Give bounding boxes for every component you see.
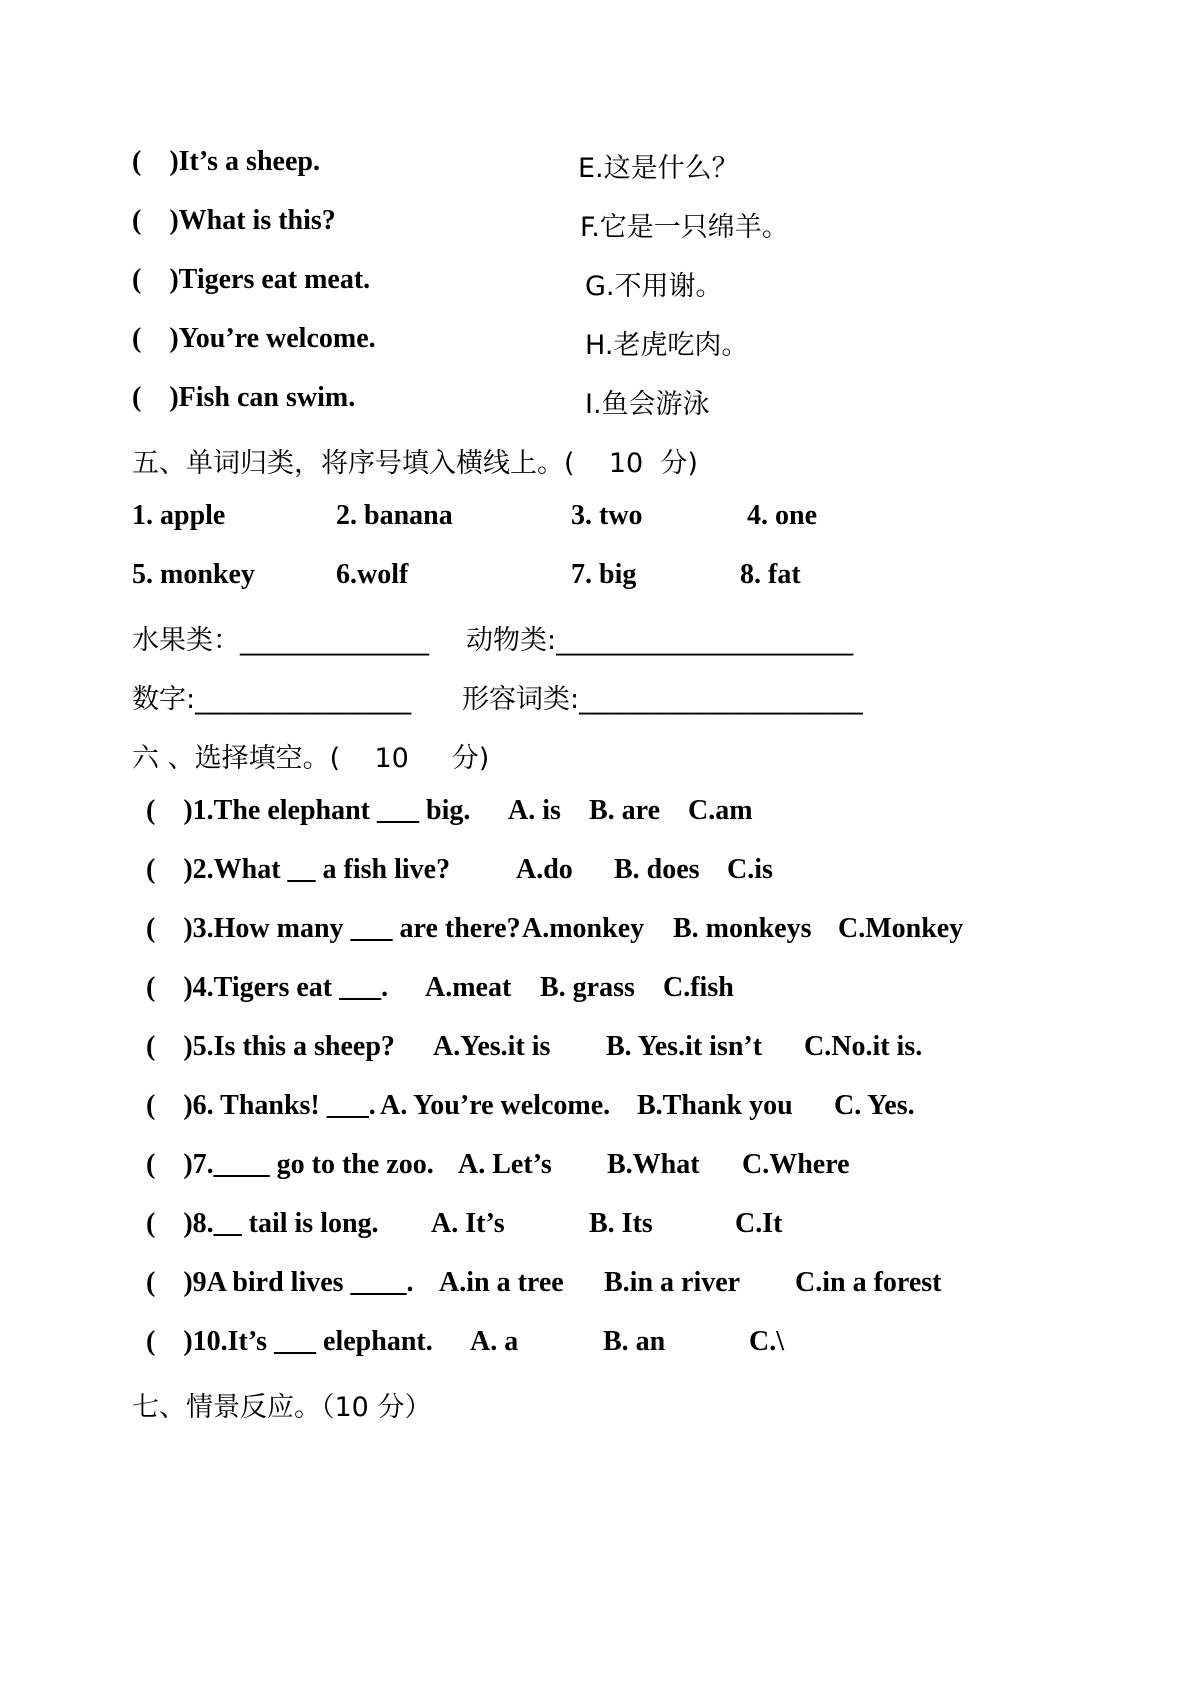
- choice-question: ( )5.Is this a sheep?: [146, 1031, 395, 1062]
- choice-option-a: A.monkey: [522, 913, 645, 944]
- matching-answer: I.鱼会游泳: [585, 389, 710, 420]
- matching-question: ( )Fish can swim.: [132, 382, 356, 413]
- number-category-blank[interactable]: 数字:________________: [132, 684, 412, 715]
- choice-question: ( )9A bird lives ____.: [146, 1267, 414, 1298]
- choice-option-b: B.in a river: [604, 1267, 741, 1298]
- word-item: 6.wolf: [336, 559, 409, 590]
- choice-option-b: B. Its: [589, 1208, 653, 1239]
- choice-option-a: A. a: [470, 1326, 519, 1357]
- fruit-category-blank[interactable]: 水果类：______________: [132, 625, 429, 656]
- matching-answer: E.这是什么？: [578, 153, 739, 184]
- adjective-category-blank[interactable]: 形容词类:_____________________: [462, 684, 863, 715]
- section-5-title: 五、单词归类，将序号填入横线上。( 10 分): [132, 448, 698, 479]
- choice-option-a: A.do: [516, 854, 573, 885]
- animal-category-blank[interactable]: 动物类:______________________: [466, 625, 854, 656]
- word-item: 2. banana: [336, 500, 453, 531]
- word-item: 3. two: [571, 500, 643, 531]
- choice-option-a: A. Let’s: [458, 1149, 552, 1180]
- choice-option-a: A. It’s: [431, 1208, 505, 1239]
- choice-option-c: C.\: [749, 1326, 784, 1357]
- choice-option-b: B. grass: [540, 972, 635, 1003]
- choice-option-c: C.Where: [742, 1149, 850, 1180]
- choice-option-c: C.in a forest: [795, 1267, 942, 1298]
- choice-question: ( )4.Tigers eat ___.: [146, 972, 389, 1003]
- choice-option-c: C.fish: [663, 972, 734, 1003]
- choice-option-c: C.Monkey: [838, 913, 964, 944]
- matching-question: ( )Tigers eat meat.: [132, 264, 371, 295]
- choice-option-b: B. does: [614, 854, 700, 885]
- choice-question: ( )3.How many ___ are there?: [146, 913, 521, 944]
- choice-option-a: A.Yes.it is: [433, 1031, 551, 1062]
- matching-answer: F.它是一只绵羊。: [580, 212, 789, 243]
- choice-option-c: C.No.it is.: [804, 1031, 923, 1062]
- choice-option-a: A. You’re welcome.: [380, 1090, 611, 1121]
- choice-option-c: C.am: [688, 795, 753, 826]
- choice-option-b: B. an: [603, 1326, 666, 1357]
- choice-option-b: B.What: [607, 1149, 700, 1180]
- choice-option-b: B. monkeys: [673, 913, 812, 944]
- word-item: 5. monkey: [132, 559, 255, 590]
- matching-question: ( )What is this?: [132, 205, 336, 236]
- word-item: 7. big: [571, 559, 637, 590]
- choice-option-a: A. is: [508, 795, 561, 826]
- matching-question: ( )You’re welcome.: [132, 323, 376, 354]
- choice-question: ( )10.It’s ___ elephant.: [146, 1326, 433, 1357]
- choice-option-a: A.in a tree: [439, 1267, 564, 1298]
- choice-question: ( )1.The elephant ___ big.: [146, 795, 471, 826]
- matching-answer: H.老虎吃肉。: [585, 330, 749, 361]
- word-item: 4. one: [747, 500, 817, 531]
- matching-question: ( )It’s a sheep.: [132, 146, 320, 177]
- choice-question: ( )7.____ go to the zoo.: [146, 1149, 434, 1180]
- choice-option-c: C. Yes.: [834, 1090, 915, 1121]
- word-item: 8. fat: [740, 559, 801, 590]
- choice-option-b: B. are: [589, 795, 661, 826]
- word-item: 1. apple: [132, 500, 226, 531]
- choice-option-c: C.is: [727, 854, 773, 885]
- choice-question: ( )8.__ tail is long.: [146, 1208, 379, 1239]
- choice-question: ( )2.What __ a fish live?: [146, 854, 451, 885]
- section-7-title: 七、情景反应。（10 分）: [132, 1392, 432, 1423]
- choice-option-b: B.Thank you: [637, 1090, 793, 1121]
- choice-option-a: A.meat: [425, 972, 512, 1003]
- choice-option-b: B. Yes.it isn’t: [606, 1031, 763, 1062]
- choice-option-c: C.It: [735, 1208, 783, 1239]
- choice-question: ( )6. Thanks! ___.: [146, 1090, 376, 1121]
- section-6-title: 六 、选择填空。( 10 分): [132, 743, 490, 774]
- matching-answer: G.不用谢。: [585, 271, 723, 302]
